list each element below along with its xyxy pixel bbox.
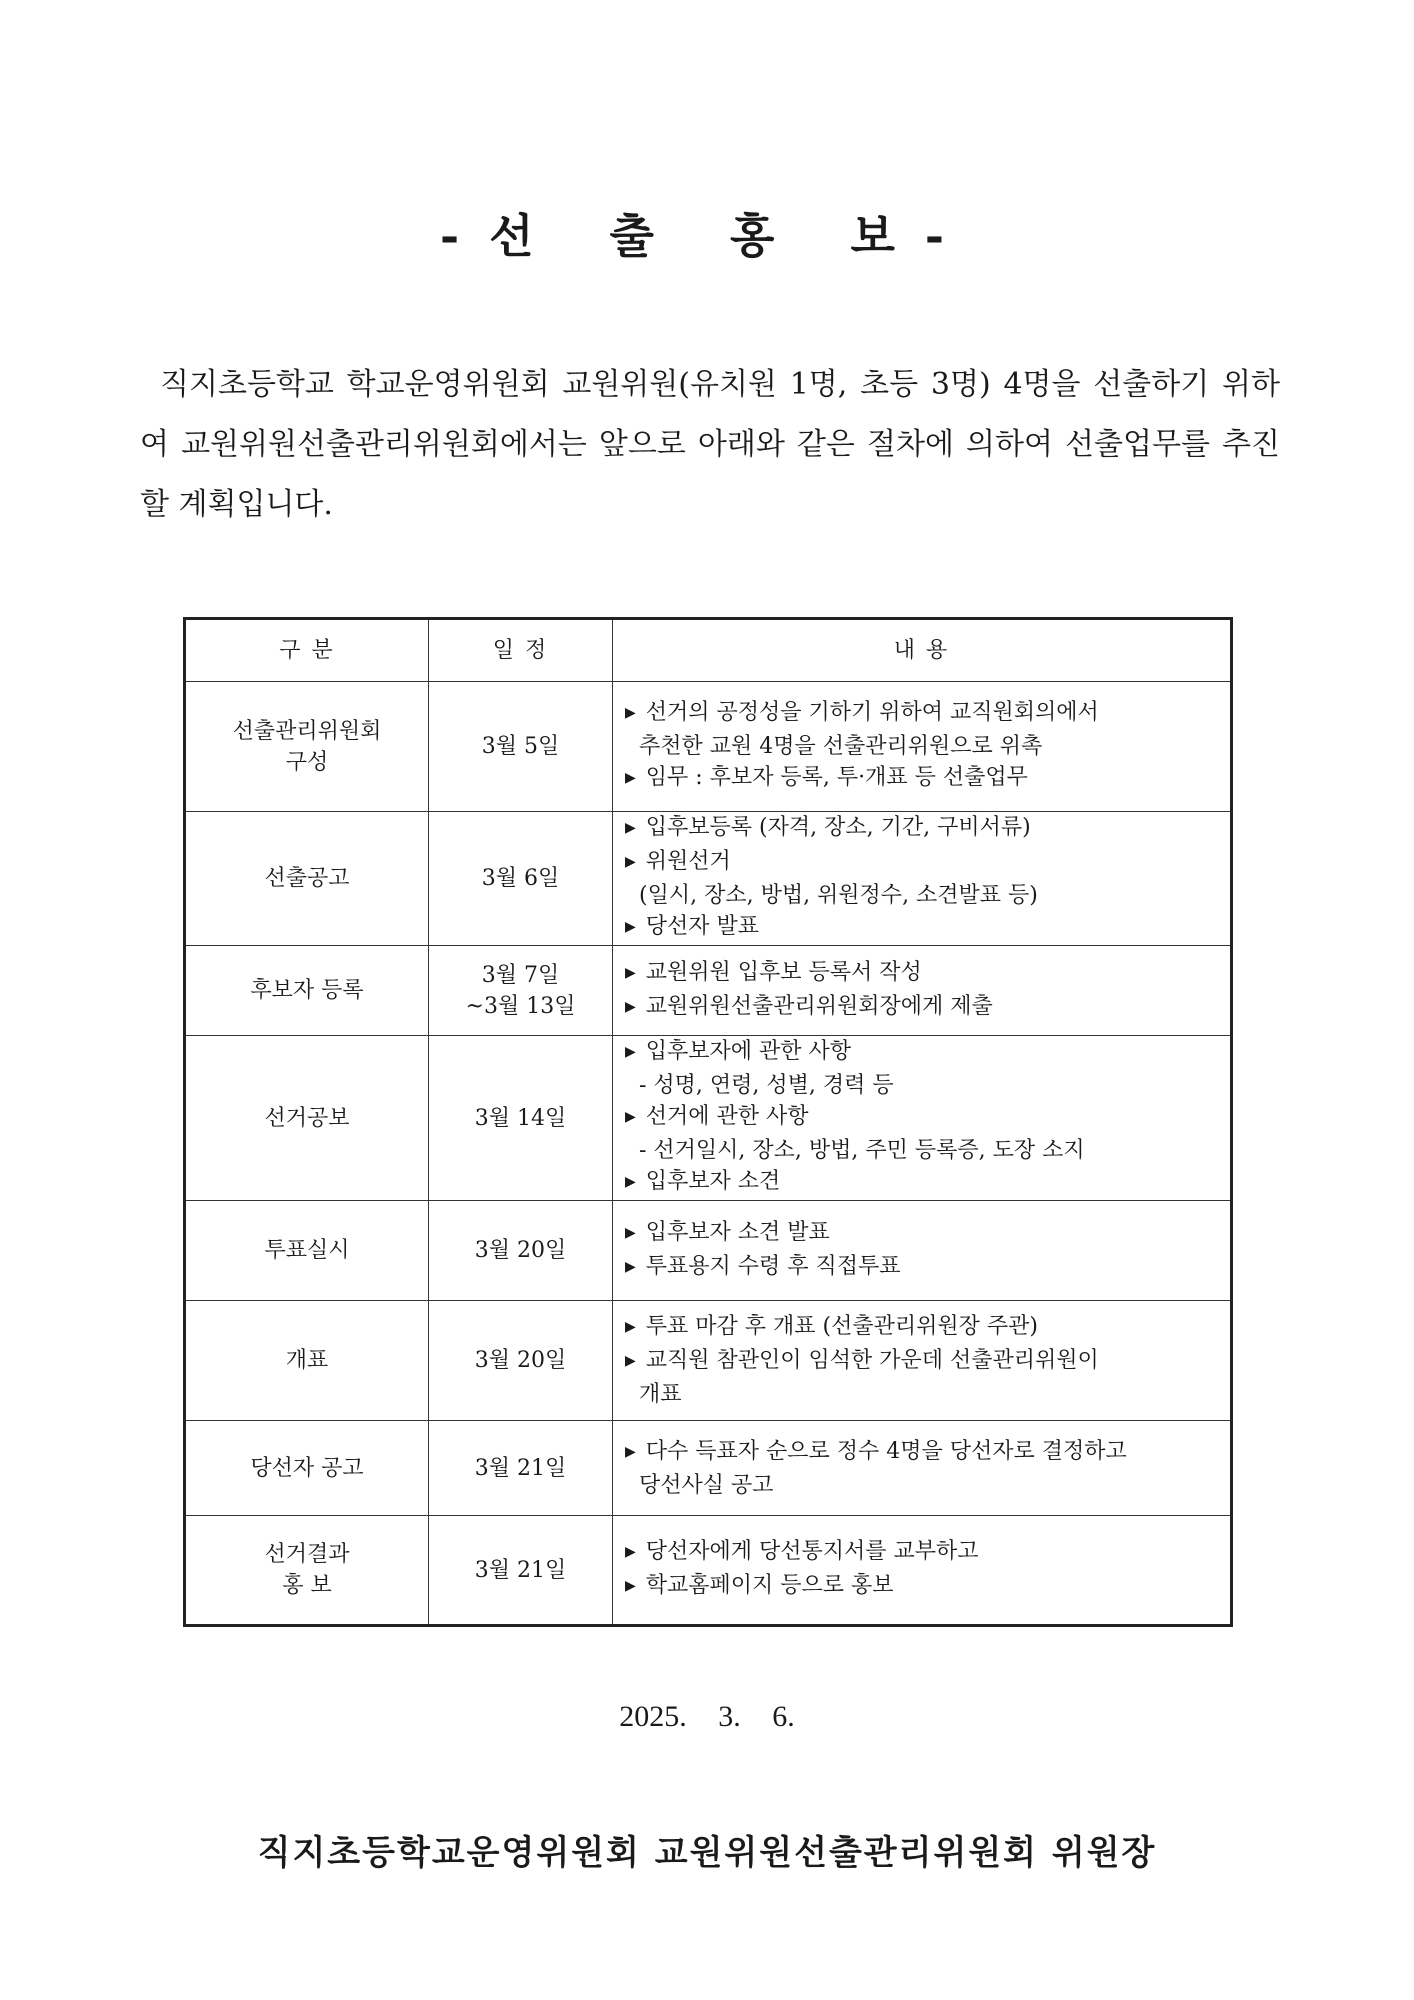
row-date [429,1301,613,1421]
table-row [185,812,1232,946]
date-line: 3월 20일 [474,1238,567,1263]
row-date [429,1516,613,1626]
row-date [429,1421,613,1516]
row-category [185,1036,429,1201]
content-line: ▶ 입후보등록 (자격, 장소, 기간, 구비서류) [625,812,1230,846]
row-category [185,1201,429,1301]
row-content [613,1301,1232,1421]
content-line: ▶ 입후보자 소견 [625,1166,1230,1200]
category-line: 선출관리위원회 [232,718,382,744]
content-line: ▶ 교직원 참관인이 임석한 가운데 선출관리위원이 [625,1345,1230,1379]
row-content [613,1036,1232,1201]
row-date [429,682,613,812]
table-row [185,1516,1232,1626]
row-date [429,946,613,1036]
date-line: 3월 21일 [474,1455,567,1481]
row-category [185,1516,429,1626]
row-category [185,812,429,946]
content-line: ▶ 당선자에게 당선통지서를 교부하고 [625,1536,1230,1570]
header-category: 구 분 [185,619,429,682]
row-category [185,1301,429,1421]
content-line: ▶ 학교홈페이지 등으로 홍보 [625,1570,1230,1604]
table-header-row [185,619,1232,682]
schedule-table [183,617,1233,1627]
category-line: 홍 보 [282,1573,332,1598]
row-content [613,1516,1232,1626]
category-line: 개표 [285,1348,329,1373]
document-date: 2025. 3. 6. [619,1700,795,1733]
row-category [185,682,429,812]
date-line: 3월 6일 [481,866,560,891]
row-content [613,812,1232,946]
content-line: ▶ 선거에 관한 사항 [625,1101,1230,1135]
page-title: -선 출 홍 보- [440,209,974,263]
content-line: ▶ 투표용지 수령 후 직접투표 [625,1251,1230,1285]
row-content [613,1421,1232,1516]
table-row [185,946,1232,1036]
header-content: 내 용 [613,619,1232,682]
row-content [613,946,1232,1036]
table-row [185,682,1232,812]
content-line: ▶ 교원위원 입후보 등록서 작성 [625,957,1230,991]
table-row [185,1421,1232,1516]
category-line: 구성 [285,749,329,775]
content-line: 추천한 교원 4명을 선출관리위원으로 위촉 [639,734,1043,759]
content-line: (일시, 장소, 방법, 위원정수, 소견발표 등) [639,883,1038,908]
content-line: ▶ 위원선거 [625,846,1230,880]
content-line: ▶ 선거의 공정성을 기하기 위하여 교직원회의에서 [625,697,1230,731]
header-date: 일 정 [429,619,613,682]
category-line: 당선자 공고 [250,1455,364,1481]
content-line: - 선거일시, 장소, 방법, 주민 등록증, 도장 소지 [639,1138,1085,1163]
content-line: ▶ 입후보자에 관한 사항 [625,1036,1230,1070]
table-row [185,1201,1232,1301]
content-line: ▶ 교원위원선출관리위원회장에게 제출 [625,991,1230,1025]
date-line: ~3월 13일 [465,993,576,1019]
content-line: 개표 [639,1382,682,1407]
date-line: 3월 5일 [481,734,560,759]
table-row [185,1301,1232,1421]
content-line: - 성명, 연령, 성별, 경력 등 [639,1073,894,1098]
row-category [185,1421,429,1516]
content-line: ▶ 다수 득표자 순으로 정수 4명을 당선자로 결정하고 [625,1436,1230,1470]
signature-line: 직지초등학교운영위원회 교원위원선출관리위원회 위원장 [257,1833,1157,1873]
category-line: 후보자 등록 [250,978,364,1003]
category-line: 선거공보 [264,1105,350,1131]
row-content [613,682,1232,812]
date-line: 3월 21일 [474,1557,567,1583]
intro-paragraph: 직지초등학교 학교운영위원회 교원위원(유치원 1명, 초등 3명) 4명을 선출하기 위하여 교원위원선출관리위원회에서는 앞으로 아래와 같은 절차에 의하여 선출업무를 추진할 계획입니다. [140,367,1280,522]
content-line: ▶ 입후보자 소견 발표 [625,1217,1230,1251]
row-content [613,1201,1232,1301]
category-line: 선출공고 [264,866,350,891]
content-line: ▶ 투표 마감 후 개표 (선출관리위원장 주관) [625,1311,1230,1345]
row-date [429,1036,613,1201]
category-line: 선거결과 [264,1542,350,1567]
content-line: ▶ 당선자 발표 [625,911,1230,945]
content-line: ▶ 임무 : 후보자 등록, 투·개표 등 선출업무 [625,762,1230,796]
category-line: 투표실시 [264,1238,350,1263]
schedule-body [185,682,1232,1626]
row-date [429,812,613,946]
date-line: 3월 7일 [481,962,560,988]
table-row [185,1036,1232,1201]
row-category [185,946,429,1036]
date-line: 3월 20일 [474,1348,567,1373]
content-line: 당선사실 공고 [639,1472,774,1498]
row-date [429,1201,613,1301]
date-line: 3월 14일 [474,1105,567,1131]
